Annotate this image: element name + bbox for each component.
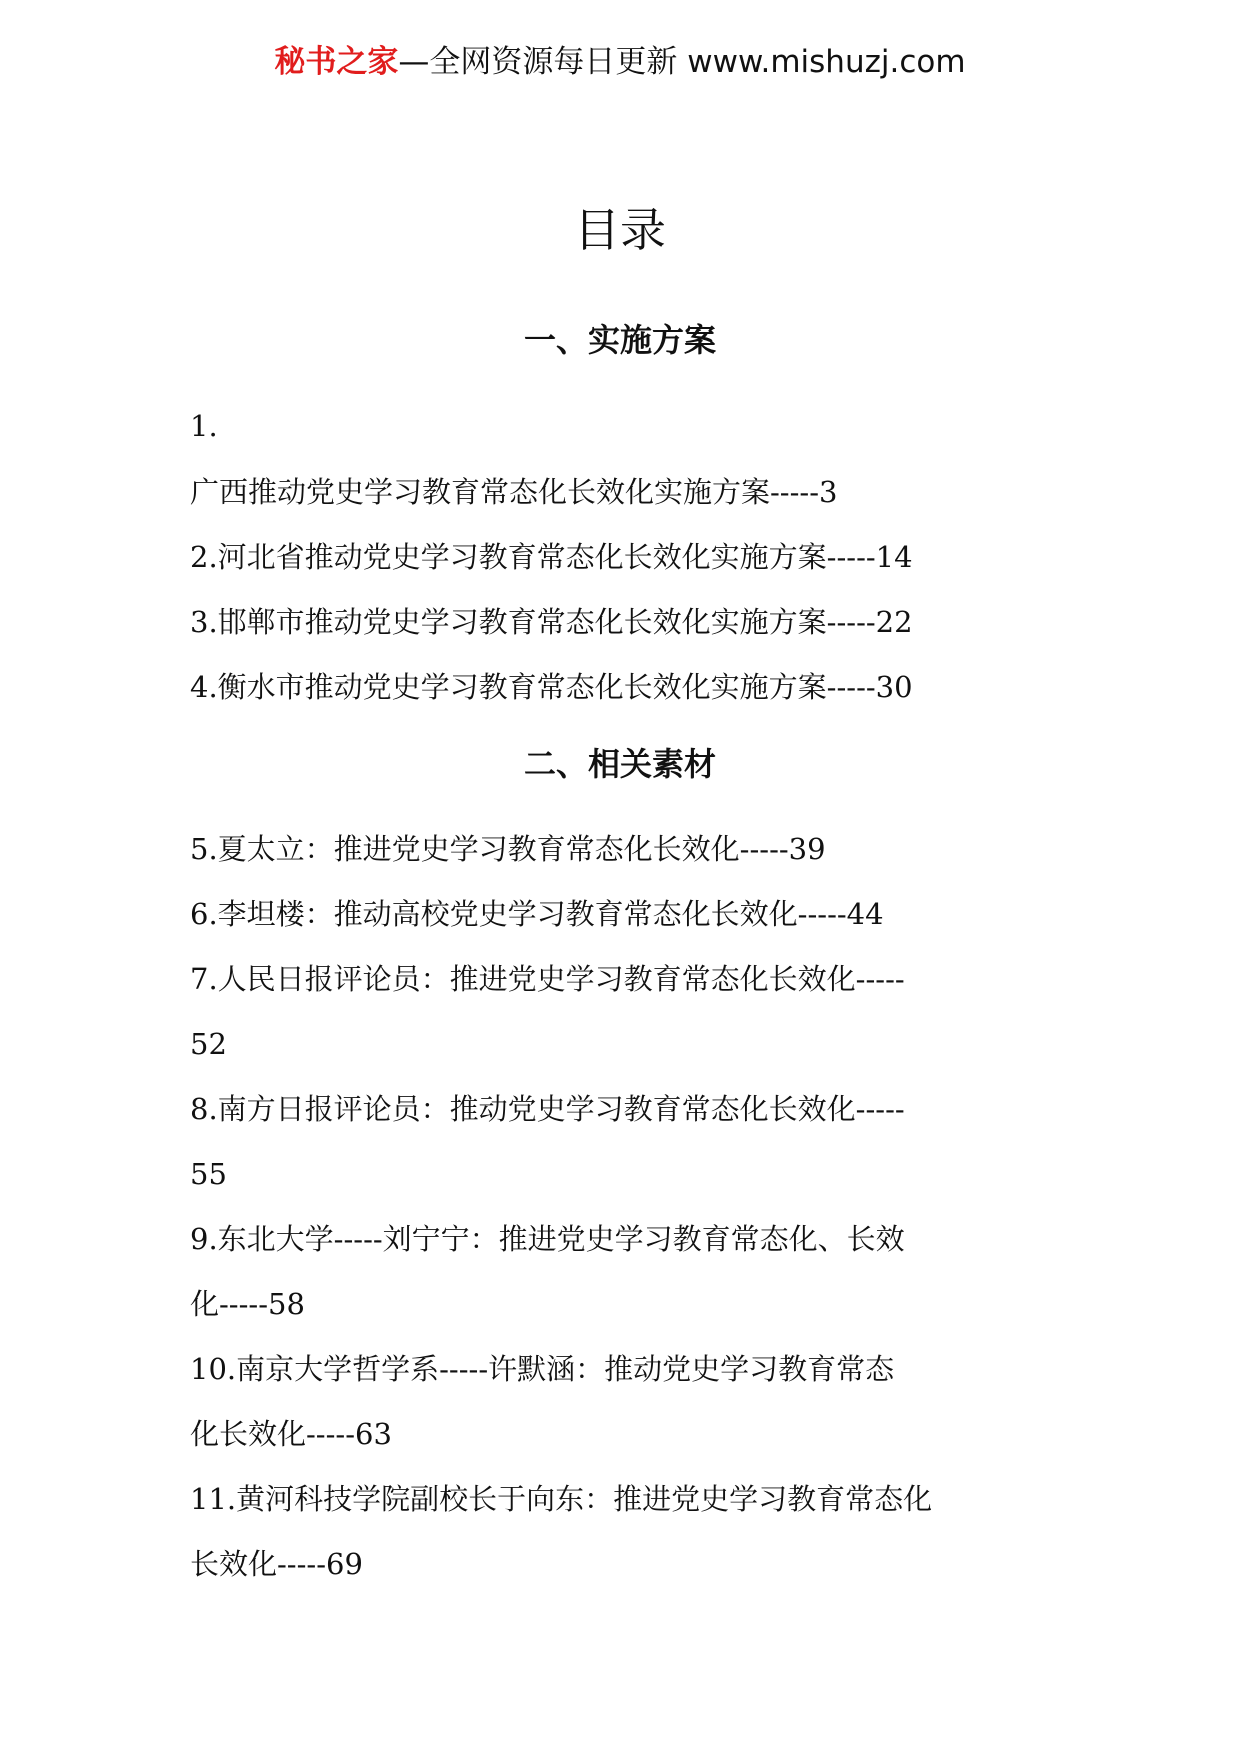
toc-entry: 6.李坦楼：推动高校党史学习教育常态化长效化-----44 bbox=[190, 897, 884, 931]
site-brand: 秘书之家 bbox=[274, 44, 399, 80]
toc-entry: 11.黄河科技学院副校长于向东：推进党史学习教育常态化 bbox=[190, 1482, 933, 1516]
toc-entry: 5.夏太立：推进党史学习教育常态化长效化-----39 bbox=[190, 832, 826, 866]
document-title: 目录 bbox=[574, 203, 666, 257]
toc-entry: 7.人民日报评论员：推进党史学习教育常态化长效化----- bbox=[190, 962, 905, 996]
site-tagline: —全网资源每日更新 www.mishuzj.com bbox=[398, 44, 966, 80]
section-heading-1: 一、实施方案 bbox=[523, 321, 716, 359]
toc-entry: 2.河北省推动党史学习教育常态化长效化实施方案-----14 bbox=[190, 540, 913, 574]
toc-entry: 化长效化-----63 bbox=[190, 1417, 392, 1451]
toc-entry: 广西推动党史学习教育常态化长效化实施方案-----3 bbox=[190, 475, 838, 509]
section-heading-2: 二、相关素材 bbox=[523, 745, 716, 783]
toc-entry: 8.南方日报评论员：推动党史学习教育常态化长效化----- bbox=[190, 1092, 905, 1126]
toc-entry: 10.南京大学哲学系-----许默涵：推动党史学习教育常态 bbox=[190, 1352, 895, 1386]
toc-entry: 4.衡水市推动党史学习教育常态化长效化实施方案-----30 bbox=[190, 670, 913, 704]
toc-entry: 1. bbox=[190, 409, 218, 443]
toc-entry: 9.东北大学-----刘宁宁：推进党史学习教育常态化、长效 bbox=[190, 1222, 905, 1256]
toc-entry: 3.邯郸市推动党史学习教育常态化长效化实施方案-----22 bbox=[190, 605, 913, 639]
toc-entry: 长效化-----69 bbox=[190, 1547, 363, 1581]
toc-entry: 55 bbox=[190, 1157, 227, 1191]
toc-entry: 化-----58 bbox=[190, 1287, 305, 1321]
site-header bbox=[0, 40, 1240, 84]
toc-entry: 52 bbox=[190, 1027, 227, 1061]
